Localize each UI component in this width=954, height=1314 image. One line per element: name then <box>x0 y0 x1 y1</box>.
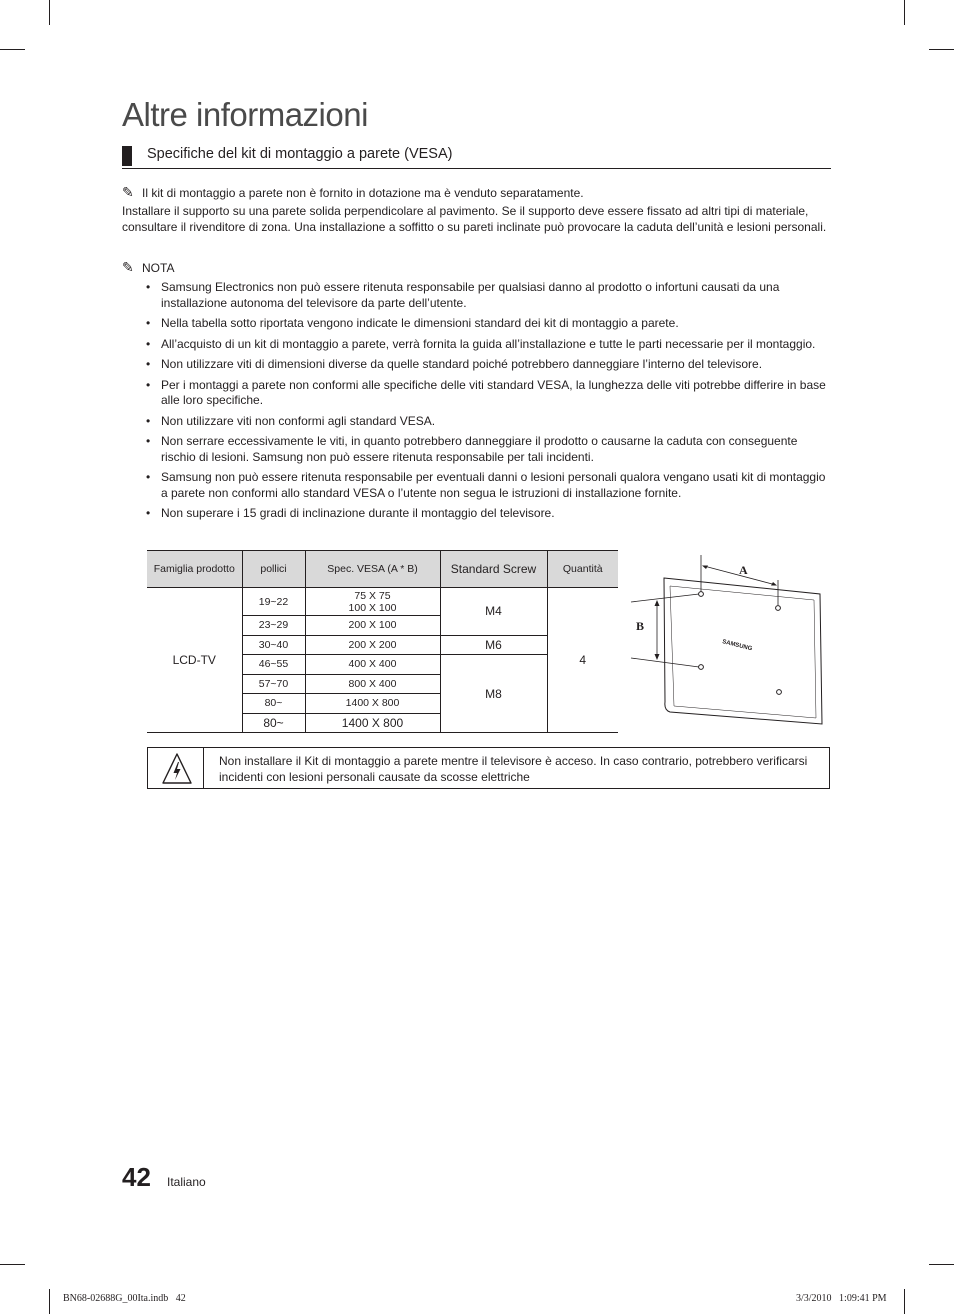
vesa-value: 100 X 100 <box>348 601 397 614</box>
tv-back-panel <box>664 578 822 724</box>
footer-file-info: BN68-02688G_00Ita.indb 42 <box>63 1293 186 1304</box>
label-a: A <box>739 563 748 577</box>
list-item: • Non superare i 15 gradi di inclinazione durante il montaggio del televisore. <box>145 506 831 522</box>
cell-vesa: 800 X 400 <box>305 674 440 694</box>
crop-mark <box>929 1264 954 1265</box>
footer-timestamp: 3/3/2010 1:09:41 PM <box>796 1293 887 1304</box>
crop-mark <box>929 49 954 50</box>
cell-inches: 57~70 <box>242 674 305 694</box>
note-line <box>122 184 584 201</box>
mount-hole <box>699 665 704 670</box>
cell-inches: 46~55 <box>242 655 305 675</box>
cell-screw: M8 <box>440 655 547 733</box>
cell-vesa: 400 X 400 <box>305 655 440 675</box>
notes-list <box>145 280 831 522</box>
page-title: Altre informazioni <box>122 96 368 133</box>
warning-box <box>147 747 830 789</box>
cell-family: LCD-TV <box>147 588 242 733</box>
electric-shock-warning-icon <box>161 752 193 786</box>
brand-logo: SAMSUNG <box>721 639 753 653</box>
header-quantity: Quantità <box>547 551 618 588</box>
header-family: Famiglia prodotto <box>147 551 242 588</box>
cell-inches: 30~40 <box>242 635 305 655</box>
note-text: Il kit di montaggio a parete non è fornito in dotazione ma è venduto separatamente. <box>142 186 584 200</box>
mount-hole <box>699 592 704 597</box>
list-item: • Nella tabella sotto riportata vengono indicate le dimensioni standard dei kit di montaggio a parete. <box>145 316 831 332</box>
header-screw: Standard Screw <box>440 551 547 588</box>
crop-mark <box>904 0 905 25</box>
vesa-spec-table <box>147 550 618 733</box>
warning-divider <box>203 748 204 789</box>
cell-inches: 80~ <box>242 713 305 733</box>
pencil-note-icon: ✎ <box>122 259 134 275</box>
list-item: • Samsung Electronics non può essere ritenuta responsabile per qualsiasi danno al prodotto o infortuni causati da una installazione autonoma del televisore da parte dell’utente. <box>145 280 831 311</box>
cell-inches: 19~22 <box>242 588 305 616</box>
warning-text: Non installare il Kit di montaggio a parete mentre il televisore è acceso. In caso contrario, potrebbero verificarsi incidenti con lesioni personali causate da scosse elettriche <box>219 754 808 784</box>
vesa-value: 75 X 75 <box>354 589 391 602</box>
cell-screw: M6 <box>440 635 547 655</box>
crop-mark <box>49 1289 50 1314</box>
cell-screw: M4 <box>440 588 547 636</box>
crop-mark <box>0 1264 25 1265</box>
crop-mark <box>49 0 50 25</box>
list-item: • Per i montaggi a parete non conformi alle specifiche delle viti standard VESA, la lunghezza delle viti potrebbe differire in base alle loro specifiche. <box>145 378 831 409</box>
intro-paragraph: Installare il supporto su una parete solida perpendicolare al pavimento. Se il supporto deve essere fissato ad altri tipi di materiale, consultare il rivenditore di zona. Una installazione a soffitto o su pareti inclinate può provocare la caduta dell’unità e lesioni personali. <box>122 204 827 234</box>
cell-vesa: 200 X 100 <box>305 616 440 636</box>
crop-mark <box>0 49 25 50</box>
list-item: • Non serrare eccessivamente le viti, in quanto potrebbero danneggiare il prodotto o causarne la caduta con conseguente rischio di lesioni. Samsung non può essere ritenuta responsabile per tali incidenti. <box>145 434 831 465</box>
list-item: • Non utilizzare viti non conformi agli standard VESA. <box>145 414 831 430</box>
page-number: 42 <box>122 1162 151 1192</box>
label-b: B <box>636 619 645 633</box>
section-marker <box>122 146 132 166</box>
cell-vesa: 200 X 200 <box>305 635 440 655</box>
nota-label: NOTA <box>142 261 175 275</box>
language-label: Italiano <box>167 1175 206 1189</box>
crop-mark <box>904 1289 905 1314</box>
cell-inches: 80~ <box>242 694 305 714</box>
list-item: • Non utilizzare viti di dimensioni diverse da quelle standard poiché potrebbero danneggiare l’interno del televisore. <box>145 357 831 373</box>
section-title: Specifiche del kit di montaggio a parete (VESA) <box>147 146 453 162</box>
table-header-row <box>147 551 618 588</box>
mount-hole <box>777 690 782 695</box>
header-inches: pollici <box>242 551 305 588</box>
list-item: • All’acquisto di un kit di montaggio a parete, verrà fornita la guida all’installazione e tutte le parti necessarie per il montaggio. <box>145 337 831 353</box>
mount-hole <box>776 606 781 611</box>
tv-mounting-diagram <box>626 552 831 732</box>
cell-vesa: 1400 X 800 <box>305 694 440 714</box>
cell-inches: 23~29 <box>242 616 305 636</box>
pencil-note-icon: ✎ <box>122 184 134 200</box>
cell-quantity: 4 <box>547 588 618 733</box>
table-row <box>147 588 618 616</box>
list-item: • Samsung non può essere ritenuta responsabile per eventuali danni o lesioni personali qualora vengano usati kit di montaggio a parete non conformi allo standard VESA o l’utente non segua le istruzioni di installazione fornite. <box>145 470 831 501</box>
nota-heading <box>122 259 174 276</box>
cell-vesa: 1400 X 800 <box>305 713 440 733</box>
header-vesa: Spec. VESA (A * B) <box>305 551 440 588</box>
cell-vesa <box>305 588 440 616</box>
section-divider <box>122 168 831 169</box>
